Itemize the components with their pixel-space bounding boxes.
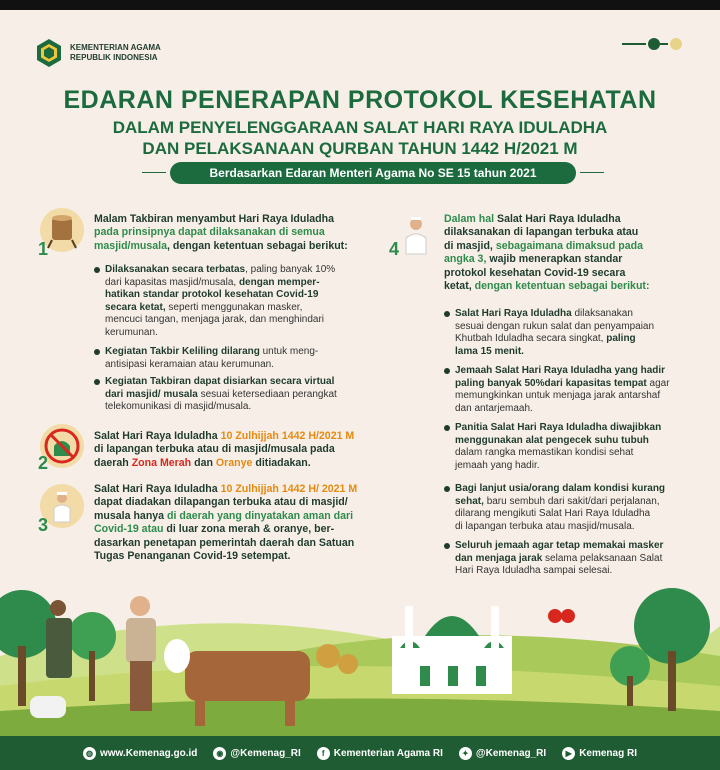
footer-instagram[interactable]: ◉ @Kemenag_RI — [213, 747, 300, 760]
goat-illustration — [30, 696, 66, 718]
facebook-icon: f — [317, 747, 330, 760]
person-mask-icon — [396, 212, 436, 256]
org-line2: REPUBLIK INDONESIA — [70, 53, 158, 62]
title-line3: DAN PELAKSANAAN QURBAN TAHUN 1442 H/2021 M — [142, 139, 578, 158]
landscape-illustration — [0, 536, 720, 736]
section1-text: Malam Takbiran menyambut Hari Raya Iduladha pada prinsipnya dapat dilaksanakan di semua masjid/musala, dengan ketentuan sebagai berikut: — [94, 213, 348, 252]
footer-twitter[interactable]: ✦ @Kemenag_RI — [459, 747, 546, 760]
youtube-icon: ▶ — [562, 747, 575, 760]
section1-bullet2: Kegiatan Takbir Keliling dilarang untuk meng- antisipasi keramaian atau kerumunan. — [94, 346, 379, 371]
subtitle-pill: Berdasarkan Edaran Menteri Agama No SE 15 tahun 2021 — [170, 162, 576, 184]
org-line1: KEMENTERIAN AGAMA — [70, 43, 161, 52]
section3-text: Salat Hari Raya Iduladha 10 Zulhijjah 1442 H/ 2021 M dapat diadakan dilapangan terbuka atau di masjid/ musala hanya di daerah yang dinyatakan aman dari Covid-19 atau di luar zona merah & oranye, ber- dasarkan penetapan pemerintah daerah dan Satuan Tugas Penanganan Covid-19 setempat. — [94, 483, 358, 563]
mosque-illustration — [392, 606, 512, 694]
ministry-logo — [34, 38, 161, 68]
section1-bullet3: Kegiatan Takbiran dapat disiarkan secara virtual dari masjid/ musala sesuai ketersediaan perangkat telekomunikasi di masjid/musala. — [94, 376, 379, 414]
footer-youtube[interactable]: ▶ Kemenag RI — [562, 747, 637, 760]
section4-bullet3: Panitia Salat Hari Raya Iduladha diwajibkan menggunakan alat pengecek suhu tubuh dalam rangka memastikan kondisi sehat jemaah yang hadir. — [444, 422, 694, 472]
poster — [0, 10, 720, 770]
section4-icon — [396, 212, 436, 256]
section4-bullet4: Bagi lanjut usia/orang dalam kondisi kurang sehat, baru sembuh dari sakit/dari perjalanan, dilarang mengikuti Salat Hari Raya Iduladha di lapangan terbuka atau masjid/musala. — [444, 483, 694, 533]
main-title: EDARAN PENERAPAN PROTOKOL KESEHATAN — [63, 86, 657, 114]
section3-number: 3 — [38, 515, 49, 535]
section1-bullet1: Dilaksanakan secara terbatas, paling banyak 10% dari kapasitas masjid/musala, dengan memper- hatikan standar protokol kesehatan Covid-19 secara ketat, seperti menggunakan masker, mencuci tangan, menjaga jarak, dan menghindari kerumunan. — [94, 264, 379, 340]
footer-facebook[interactable]: f Kementerian Agama RI — [317, 747, 443, 760]
title-line2: DALAM PENYELENGGARAAN SALAT HARI RAYA IDULADHA — [112, 118, 608, 137]
section4-bullet5: Seluruh jemaah agar tetap memakai masker dan menjaga jarak selama pelaksanaan Salat Hari Raya Iduladha sampai selesai. — [444, 540, 694, 578]
section2-text: Salat Hari Raya Iduladha 10 Zulhijjah 1442 H/2021 M di lapangan terbuka atau di masjid/musala pada daerah Zona Merah dan Oranye ditiadakan. — [94, 430, 355, 469]
decorative-bars — [622, 38, 692, 50]
footer — [0, 736, 720, 770]
section1-number: 1 — [38, 239, 49, 259]
section4-number: 4 — [389, 239, 400, 259]
emblem-icon — [34, 38, 64, 68]
footer-web[interactable]: ◍ www.Kemenag.go.id — [83, 747, 197, 760]
section4-bullet1: Salat Hari Raya Iduladha dilaksanakan sesuai dengan rukun salat dan penyampaian Khutbah Iduladha secara singkat, paling lama 15 menit. — [444, 308, 694, 358]
twitter-icon: ✦ — [459, 747, 472, 760]
section4-text: Dalam hal Salat Hari Raya Iduladha dilaksanakan di lapangan terbuka atau di masjid, sebagaimana dimaksud pada angka 3, wajib menerapkan standar protokol kesehatan Covid-19 secara ketat, dengan ketentuan sebagai berikut: — [444, 213, 650, 293]
instagram-icon: ◉ — [213, 747, 226, 760]
section4-bullet2: Jemaah Salat Hari Raya Iduladha yang hadir paling banyak 50%dari kapasitas tempat agar memungkinkan untuk menjaga jarak antarshaf dan antarjemaah. — [444, 365, 694, 415]
section2-number: 2 — [38, 453, 49, 473]
globe-icon: ◍ — [83, 747, 96, 760]
